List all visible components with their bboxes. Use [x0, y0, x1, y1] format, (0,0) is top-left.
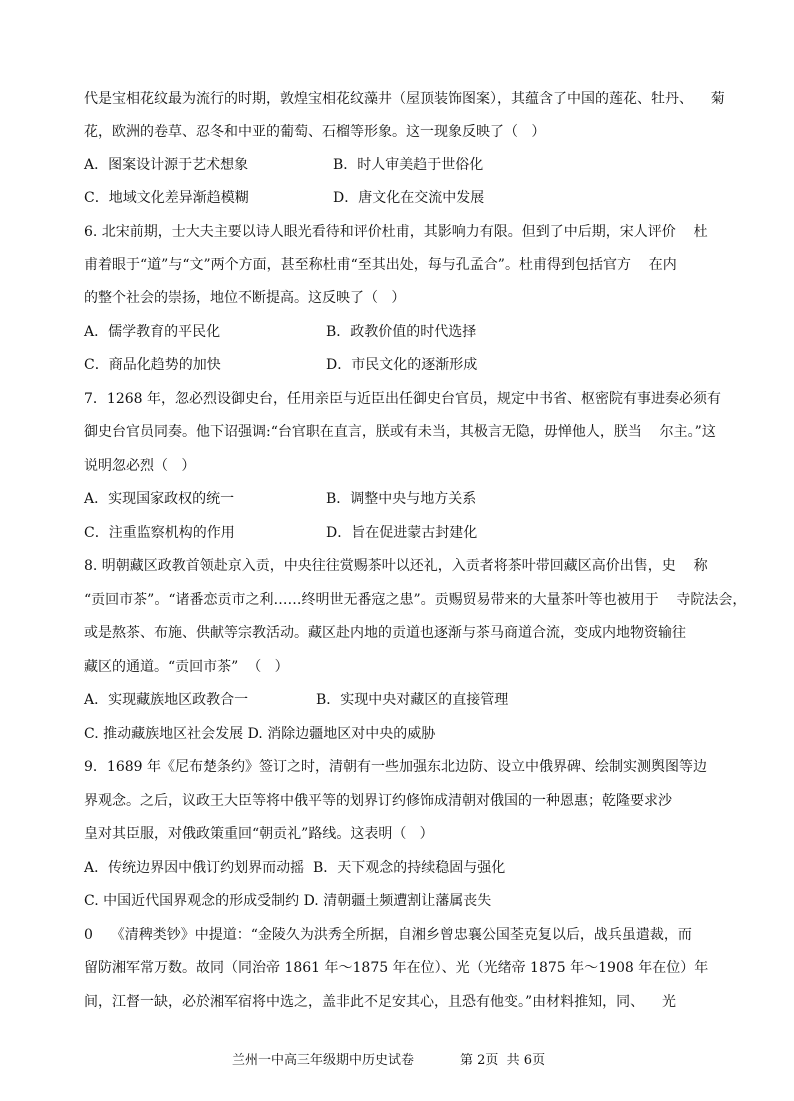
- option-a: A．儒学教育的平民化: [84, 324, 221, 340]
- footer-page-info: 第 2页 共 6页: [460, 1053, 546, 1068]
- text-line: 御史台官员同奏。他下诏强调:“台官职在直言，朕或有未当，其极言无隐，毋惮他人，朕当 尔主。”这: [84, 424, 716, 440]
- option-a: A．实现藏族地区政教合一: [84, 692, 249, 708]
- option-d: D．市民文化的逐渐形成: [326, 357, 478, 373]
- option-c: C．地域文化差异渐趋模糊: [84, 190, 249, 206]
- option-b: B．时人审美趋于世俗化: [333, 157, 484, 173]
- question-9: 9．1689 年《尼布楚条约》签订之时，清朝有一些加强东北边防、设立中俄界碑、绘制实测舆图等边: [84, 759, 707, 775]
- text-line: 说明忽必烈（ ）: [84, 458, 196, 474]
- text-line: 的整个社会的崇扬，地位不断提高。这反映了（ ）: [84, 290, 406, 306]
- text-line: 藏区的通道。“贡回市茶” （ ）: [84, 659, 289, 675]
- option-c-d: C. 中国近代国界观念的形成受制约 D. 清朝疆土频遭割让藩属丧失: [84, 893, 492, 909]
- text-line: 代是宝相花纹最为流行的时期，敦煌宝相花纹藻井（屋顶装饰图案），其蕴含了中国的莲花、牡丹、 菊: [84, 91, 725, 107]
- option-d: D．唐文化在交流中发展: [333, 190, 485, 206]
- option-a: A．实现国家政权的统一: [84, 491, 235, 507]
- option-c-d: C. 推动藏族地区社会发展 D. 消除边疆地区对中央的威胁: [84, 726, 436, 742]
- text-line: 或是熬茶、布施、供献等宗教活动。藏区赴内地的贡道也逐渐与茶马商道合流，变成内地物资输往: [84, 625, 686, 641]
- text-line: 留防湘军常万数。故同（同治帝 1861 年～1875 年在位）、光（光绪帝 1875 年～1908 年在位）年: [84, 960, 709, 976]
- option-c: C．商品化趋势的加快: [84, 357, 221, 373]
- question-6: 6. 北宋前期，士大夫主要以诗人眼光看待和评价杜甫，其影响力有限。但到了中后期，宋人评价 杜: [84, 224, 708, 240]
- text-line: “贡回市茶”。“诸番恋贡市之利……终明世无番寇之患”。贡赐贸易带来的大量茶叶等也被用于 寺院法会，: [84, 592, 747, 608]
- question-8: 8. 明朝藏区政教首领赴京入贡，中央往往赏赐茶叶以还礼，入贡者将茶叶带回藏区高价出售，史 称: [84, 558, 708, 574]
- question-7: 7．1268 年，忽必烈设御史台，任用亲臣与近臣出任御史台官员，规定中书省、枢密院有事进奏必须有: [84, 391, 721, 407]
- option-a: A．图案设计源于艺术想象: [84, 157, 249, 173]
- text-line: 皇对其臣服，对俄政策重回“朝贡礼”路线。这表明（ ）: [84, 826, 434, 842]
- text-line: 界观念。之后，议政王大臣等将中俄平等的划界订约修饰成清朝对俄国的一种恩惠；乾隆要求沙: [84, 793, 672, 809]
- text-line: 间，江督一缺，必於湘军宿将中选之，盖非此不足安其心，且恐有他变。”由材料推知，同、 光: [84, 994, 676, 1010]
- option-b: B．政教价值的时代选择: [326, 324, 477, 340]
- option-b: B．实现中央对藏区的直接管理: [316, 692, 509, 708]
- text-line: 花，欧洲的卷草、忍冬和中亚的葡萄、石榴等形象。这一现象反映了（ ）: [84, 124, 546, 140]
- question-10: 0 《清稗类钞》中提道：“金陵久为洪秀全所据，自湘乡曾忠襄公国荃克复以后，战兵虽遣裁，而: [84, 927, 692, 943]
- option-b: B．调整中央与地方关系: [326, 491, 477, 507]
- footer-exam-title: 兰州一中高三年级期中历史试卷: [232, 1053, 415, 1068]
- option-a-b: A．传统边界因中俄订约划界而动摇 B．天下观念的持续稳固与强化: [84, 860, 506, 876]
- text-line: 甫着眼于“道”与“文”两个方面，甚至称杜甫“至其出处，每与孔孟合”。杜甫得到包括官方 在内: [84, 257, 677, 273]
- option-d: D．旨在促进蒙古封建化: [326, 525, 478, 541]
- option-c: C．注重监察机构的作用: [84, 525, 235, 541]
